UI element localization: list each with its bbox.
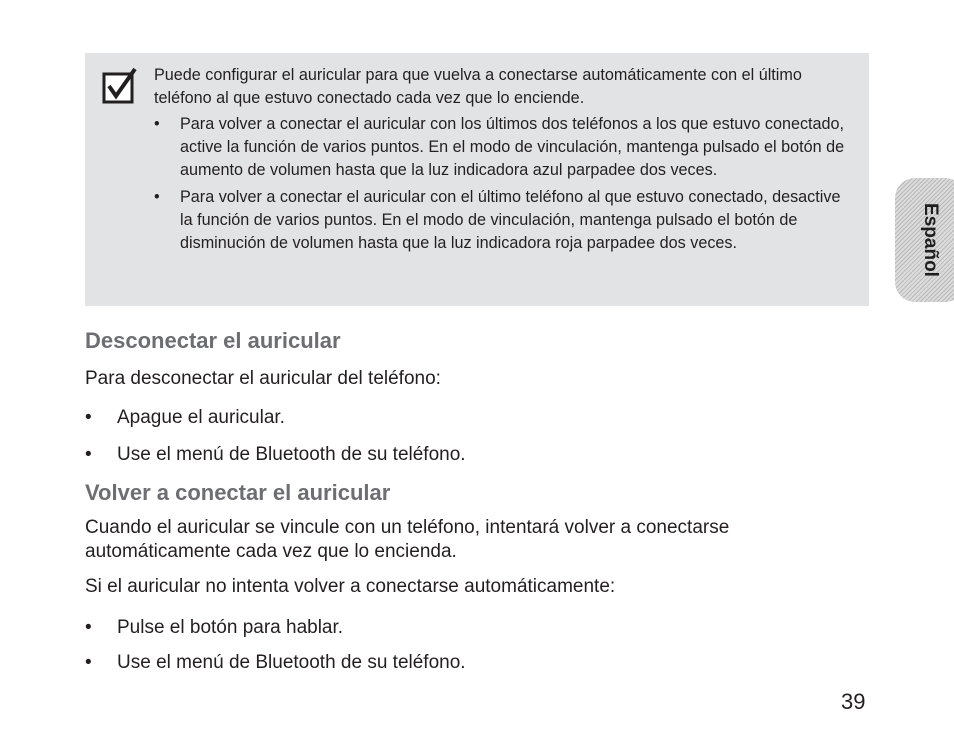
bullet-icon: • (85, 617, 92, 638)
bullet-list (85, 616, 855, 675)
list-item (85, 616, 855, 640)
list-item-text: Pulse el botón para hablar. (117, 617, 344, 638)
note-bullet-item (154, 113, 854, 182)
note-bullet-item (154, 186, 854, 255)
note-bullet-text: Para volver a conectar el auricular con los últimos dos teléfonos a los que estuvo conectado, active la función de varios puntos. En el modo de vinculación, mantenga pulsado el botón de aumento de volumen hasta que la luz indicadora azul parpadee dos veces. (180, 115, 845, 179)
language-tab-label: Español (920, 203, 941, 277)
list-item (85, 651, 855, 675)
reconnect-section (85, 480, 855, 675)
list-item-text: Use el menú de Bluetooth de su teléfono. (117, 652, 466, 673)
page-number: 39 (841, 689, 866, 714)
section-heading: Desconectar el auricular (85, 328, 341, 353)
note-box (85, 53, 869, 306)
section-intro: Para desconectar el auricular del teléfono: (85, 368, 441, 389)
section-intro: Cuando el auricular se vincule con un teléfono, intentará volver a conectarse automáticamente cada vez que lo encienda. (85, 517, 730, 562)
section-intro-2: Si el auricular no intenta volver a conectarse automáticamente: (85, 576, 616, 597)
section-heading: Volver a conectar el auricular (85, 480, 391, 505)
checkbox-check-icon (101, 67, 141, 105)
note-bullet-list (154, 113, 854, 255)
bullet-icon: • (154, 188, 160, 206)
note-bullet-text: Para volver a conectar el auricular con el último teléfono al que estuvo conectado, desactive la función de varios puntos. En el modo de vinculación, mantenga pulsado el botón de disminución de volumen hasta que la luz indicadora roja parpadee dos veces. (180, 188, 841, 252)
bullet-icon: • (85, 652, 92, 673)
note-text (154, 64, 854, 259)
bullet-icon: • (154, 115, 160, 133)
bullet-icon: • (85, 407, 92, 428)
list-item-text: Use el menú de Bluetooth de su teléfono. (117, 444, 466, 465)
list-item-text: Apague el auricular. (117, 407, 285, 428)
note-intro: Puede configurar el auricular para que vuelva a conectarse automáticamente con el último teléfono al que estuvo conectado cada vez que lo enciende. (154, 66, 802, 107)
list-item (85, 443, 855, 467)
bullet-icon: • (85, 444, 92, 465)
bullet-list (85, 406, 855, 467)
list-item (85, 406, 855, 430)
disconnect-section (85, 328, 855, 467)
